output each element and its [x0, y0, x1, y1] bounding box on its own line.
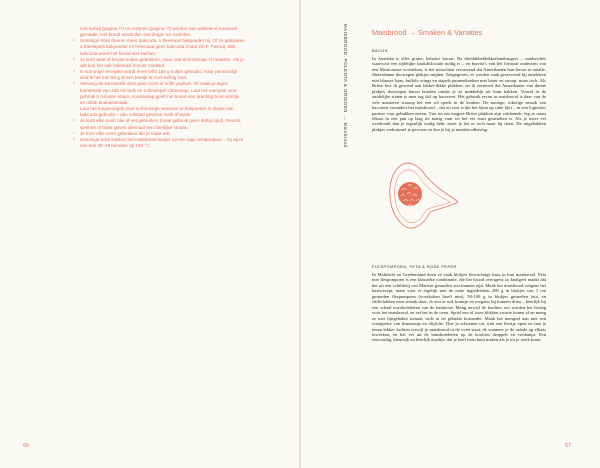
- page-title: Maisbrood → Smaken & Variaties: [372, 28, 483, 37]
- footnote: [73, 137, 245, 149]
- footnote: [73, 81, 245, 106]
- footnote-text: Je kunt witte of bruine suiker gebruiken, maar ook ahornsiroop of melasse. Als je wilt kan het ook helemaal zonder zoetstof.: [80, 56, 244, 68]
- footnote-text: Laat het toegevoegde zuur achterwege wanneer je bakpoeder in plaats van bakcoda gebruikt – dan volstaat gewone melk of water.: [80, 106, 234, 118]
- running-header-main: MAISBROOD, POLENTA & GRIDDEN: [343, 24, 348, 113]
- footnote: [73, 69, 245, 81]
- running-header-text: [343, 24, 348, 147]
- section-text-flespompoen: In Moldavië en Griekenland doen ze vaak blokjes feta-achtige kaas in hun maisbrood. Feta met flespompoen is een klassieke combinatie, die het brood overigens zo knalgeel maakt dat het uit een schilderij van Matisse gesneden zou kunnen zijn. Maak het maisbrood volgens het basisrecept, maar voer er tegelijk met de natte ingrediënten 200 g in blokjes van 1 cm gesneden flespompoen (voorkoken hoeft niet), 50-100 g in blokjes gesneden feta, en chilivlokken naar smaak door. Je zou er ook komijn en oregano bij kunnen doen – heerlijk bij een schaal tarrokoteletten van de barbecue. Meng terwijl de koolties wit worden het beslag voor het maisbrood, en zet het in de oven. Spoel een of twee blikken zwarte bonen af en meng ze met fijngehakte tomaat, rode ui en gehakte koriander. Maak het mengsel aan met een vinaigrette van limoensap en olijfolie. Doe je schoenen uit, trek een biertje open en laat je tenen lekker luchten terwijl je maisbrood in de oven staat, de wanneer je de salade op elkaar inwerken, en het vet uit de lamskoteletten op de koolties druppelt en verdampt. Een eenvoudig, kleurrijk en heerlijk maaltje, dat je heel even kunt maken als je uit je werk komt.: [372, 272, 546, 343]
- page-number-right: 67: [565, 443, 572, 449]
- footnote-marker: ⁷: [73, 130, 75, 136]
- left-page: [0, 0, 299, 468]
- footnote-marker: ⁵: [73, 81, 75, 87]
- section-text-bacon: In Amerika is alles groter, behalve bacon. Na driedubbeldekkerhamburgers – sandwiches waarvoor een tijdelijke kaakdislocatie nodig is – en burrito's van het formaat onderarm van een Mexicaanse worstelaar, is het misschien verrassend dat Amerikanen hun bacon in smalle, flinterdunne doorregen plakjes snijden. Toegegeven, ze worden vaak geserveerd bij omeletten met blauwe kaas, buffalo wings en stapels pannenkoeken met boter en stroop, maar toch. Als Britse box ik gewend aan lekker-dikke plakken, en ik vermoed dat Amerikanen van dunne plakjes doorregen bacon houden omdat je ze makkelijk uit kunt bakken. Vooral in de zuidelijke staten is men erg dol op baconvet. Het gebruik ervan in maisbrood is daar van de vele manieren waarop het een rol speelt in de keuken. De nootige, rokerige smaak van baconvet verandert het maisbrood – dat zo zoet is dat het bijna op cake lijkt – in een logischer partner voor gebakken eieren. Vier tot zes magere Britse plakken zijn voldoende: leg ze naast elkaar in een pan op laag tot matig vuur tot het vet eruit gesmolten is. Als je meer vet overhoudt dan je eigenlijk nodig hebt, moet je het er toch maar bij doen. De uitgebakken plakjes verkruimel je gewoon en doe je bij je maisbroodbeslag.: [372, 56, 546, 132]
- footnotes: [73, 26, 245, 149]
- footnote-marker: ⁶: [73, 118, 75, 124]
- footnote-text: Vervang de karnemelk door pure room of volle yoghurt. Of maak je eigen karnemelk van 225 ml melk en 1 theelepel citroensap. Laat het mengsel voor gebruik 5 minuten staan. Ananassap geeft het brood een prachtig bruin korstje en milde ananassmaak.: [80, 81, 240, 105]
- section-heading-flespompoen: FLESPOMPOEN, FETA & RODE PEPER: [372, 265, 457, 269]
- footnote-marker: ⁴: [73, 69, 75, 75]
- footnote: [73, 106, 245, 118]
- footnote-marker: [73, 106, 80, 118]
- running-header-sub: → Maisbrood: [343, 115, 348, 148]
- footnote: [73, 57, 245, 69]
- footnote: [73, 26, 245, 38]
- page-number-left: 66: [23, 443, 30, 449]
- running-header: [342, 24, 348, 174]
- footnote-marker: [73, 26, 80, 38]
- footnote-text: met karwij (pagina ⁴⁸) en rozijnen (pagina ⁴⁸) worden van wikkelend meanwel gemaakt. Het brood wordt dan wat droger en rustieker.: [80, 26, 238, 38]
- footnote-marker: ²: [73, 38, 75, 44]
- footnote-text: In sommige recepten wordt meer lefst 150 g suiker gebruikt, maar persoonlijk vind ik het met 60 g al een beetje te zoet-achtig zoet.: [80, 69, 238, 81]
- section-heading-bacon: BACON: [372, 49, 389, 53]
- footnote-text: Je kunt elke vorm gebruiken die je maar wilt.: [80, 130, 171, 136]
- pumpkin-slice-illustration: [382, 150, 462, 260]
- footnote-text: Sommige koks bakken het maisbrood langer op een lage temperatuur – bij wijze van test 40–45 minuten op 160 °C.: [80, 136, 244, 148]
- footnote: [73, 38, 245, 56]
- footnote-text: Je kunt elke soort olie of vet gebruiken (maar gebruik geen deftig spul). Reuzel, spekvet of boter geven allemaal een heerlijke smaak.: [80, 118, 242, 130]
- pumpkin-seed-cluster: [398, 182, 422, 206]
- footnote-text: Sommige koks doeren meer bakcoda. 1 theelepel bakpoeder bij. Of ze gebruiken 2 theelepels bakpoeder en helemaal geen bakcoda (maar zie F, Fierna). Met bakcoda wordt het brood wat zachter.: [80, 38, 245, 56]
- footnote-marker: ³: [73, 56, 75, 62]
- footnote-marker: ⁸: [73, 136, 75, 142]
- footnote: [73, 118, 245, 130]
